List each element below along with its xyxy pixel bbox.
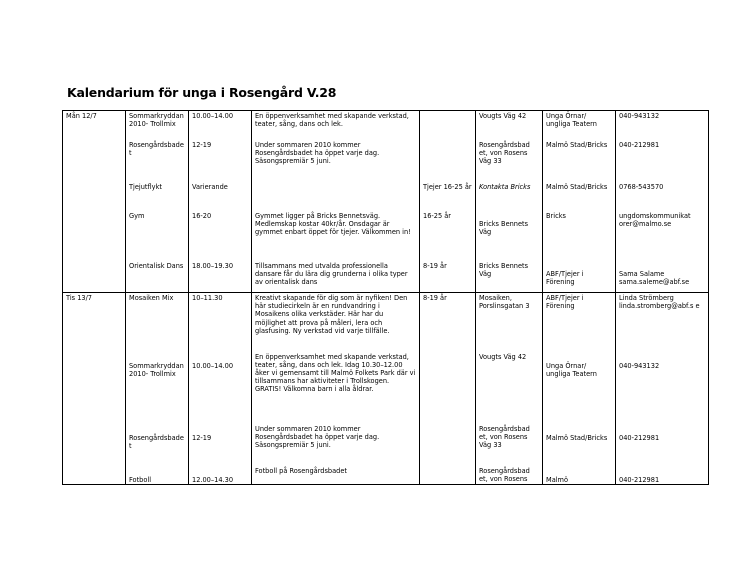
table-row xyxy=(63,424,709,466)
time-cell: 16-20 xyxy=(189,211,252,261)
day-cell xyxy=(63,352,126,424)
description-cell: Fotboll på Rosengårdsbadet xyxy=(252,466,420,485)
organizer-cell: Bricks xyxy=(543,211,616,261)
age-cell xyxy=(420,111,476,140)
table-row xyxy=(63,182,709,211)
organizer-cell: Malmö Stad/Bricks xyxy=(543,140,616,182)
contact-cell: 0768-543570 xyxy=(616,182,709,211)
organizer-cell: Malmö Stad/Bricks xyxy=(543,182,616,211)
activity-cell: Sommarkryddan 2010- Trollmix xyxy=(126,111,189,140)
contact-cell: 040-212981 xyxy=(616,424,709,466)
organizer-cell: Malmö Stad/Bricks xyxy=(543,424,616,466)
calendar-table xyxy=(62,110,709,485)
organizer-cell: Unga Örnar/ ungliga Teatern xyxy=(543,111,616,140)
description-cell: Kreativt skapande för dig som är nyfiken! Den här studiecirkeln är en rundvandring i Mosaikens olika verkstäder. Här har du möjlighet att prova på måleri, lera och glasfusing. Ny verkstad vid varje tillfälle. xyxy=(252,293,420,352)
organizer-cell: Malmö xyxy=(543,466,616,485)
organizer-cell: Unga Örnar/ ungliga Teatern xyxy=(543,352,616,424)
contact-cell: 040-212981 xyxy=(616,466,709,485)
age-cell xyxy=(420,352,476,424)
table-row xyxy=(63,261,709,293)
age-cell xyxy=(420,424,476,466)
description-cell: Gymmet ligger på Bricks Bennetsväg. Medlemskap kostar 40kr/år. Onsdagar är gymmet enbart öppet för tjejer. Välkommen in! xyxy=(252,211,420,261)
day-cell xyxy=(63,261,126,293)
place-cell: Bricks Bennets Väg xyxy=(476,261,543,293)
age-cell xyxy=(420,140,476,182)
age-cell: Tjejer 16-25 år xyxy=(420,182,476,211)
day-cell xyxy=(63,182,126,211)
age-cell: 8-19 år xyxy=(420,293,476,352)
organizer-cell: ABF/Tjejer i Förening xyxy=(543,293,616,352)
contact-cell: 040-943132 xyxy=(616,111,709,140)
contact-cell: 040-943132 xyxy=(616,352,709,424)
table-row xyxy=(63,466,709,485)
contact-cell: ungdomskommunikat orer@malmo.se xyxy=(616,211,709,261)
day-cell xyxy=(63,140,126,182)
day-cell: Tis 13/7 xyxy=(63,293,126,352)
activity-cell: Fotboll xyxy=(126,466,189,485)
place-cell: Bricks Bennets Väg xyxy=(476,211,543,261)
table-row xyxy=(63,211,709,261)
activity-cell: Orientalisk Dans xyxy=(126,261,189,293)
table-row xyxy=(63,293,709,352)
time-cell: 10.00–14.00 xyxy=(189,111,252,140)
time-cell: 18.00–19.30 xyxy=(189,261,252,293)
day-cell xyxy=(63,211,126,261)
time-cell: 10–11.30 xyxy=(189,293,252,352)
age-cell: 16-25 år xyxy=(420,211,476,261)
description-cell: En öppenverksamhet med skapande verkstad, teater, sång, dans och lek. xyxy=(252,111,420,140)
table-row xyxy=(63,352,709,424)
activity-cell: Rosengårdsbadet xyxy=(126,424,189,466)
activity-cell: Mosaiken Mix xyxy=(126,293,189,352)
day-cell: Mån 12/7 xyxy=(63,111,126,140)
place-cell: Rosengårdsbad et, von Rosens xyxy=(476,466,543,485)
contact-cell: Linda Strömberg linda.stromberg@abf.s e xyxy=(616,293,709,352)
day-cell xyxy=(63,466,126,485)
place-cell: Mosaiken, Porslinsgatan 3 xyxy=(476,293,543,352)
place-cell: Vougts Väg 42 xyxy=(476,352,543,424)
contact-cell: Sama Salame sama.saleme@abf.se xyxy=(616,261,709,293)
day-cell xyxy=(63,424,126,466)
table-row xyxy=(63,140,709,182)
time-cell: 12-19 xyxy=(189,140,252,182)
description-cell: Under sommaren 2010 kommer Rosengårdsbadet ha öppet varje dag. Säsongspremiär 5 juni. xyxy=(252,424,420,466)
organizer-cell: ABF/Tjejer i Förening xyxy=(543,261,616,293)
time-cell: 10.00–14.00 xyxy=(189,352,252,424)
description-cell: Tillsammans med utvalda professionella dansare får du lära dig grunderna i olika typer av orientalisk dans xyxy=(252,261,420,293)
description-cell: Under sommaren 2010 kommer Rosengårdsbadet ha öppet varje dag. Säsongspremiär 5 juni. xyxy=(252,140,420,182)
activity-cell: Gym xyxy=(126,211,189,261)
age-cell xyxy=(420,466,476,485)
time-cell: 12.00–14.30 xyxy=(189,466,252,485)
place-cell: Vougts Väg 42 xyxy=(476,111,543,140)
table-row xyxy=(63,111,709,140)
place-cell: Rosengårdsbad et, von Rosens Väg 33 xyxy=(476,140,543,182)
time-cell: Varierande xyxy=(189,182,252,211)
time-cell: 12-19 xyxy=(189,424,252,466)
place-cell: Rosengårdsbad et, von Rosens Väg 33 xyxy=(476,424,543,466)
activity-cell: Rosengårdsbadet xyxy=(126,140,189,182)
activity-cell: Tjejutflykt xyxy=(126,182,189,211)
place-cell: Kontakta Bricks xyxy=(476,182,543,211)
description-cell: En öppenverksamhet med skapande verkstad, teater, sång, dans och lek. Idag 10.30–12.00 åker vi gemensamt till Malmö Folkets Park där vi tillsammans har aktiviteter i Trollskogen. GRATIS! Välkomna barn i alla åldrar. xyxy=(252,352,420,424)
contact-cell: 040-212981 xyxy=(616,140,709,182)
description-cell xyxy=(252,182,420,211)
activity-cell: Sommarkryddan 2010- Trollmix xyxy=(126,352,189,424)
page-title: Kalendarium för unga i Rosengård V.28 xyxy=(67,85,337,100)
age-cell: 8-19 år xyxy=(420,261,476,293)
